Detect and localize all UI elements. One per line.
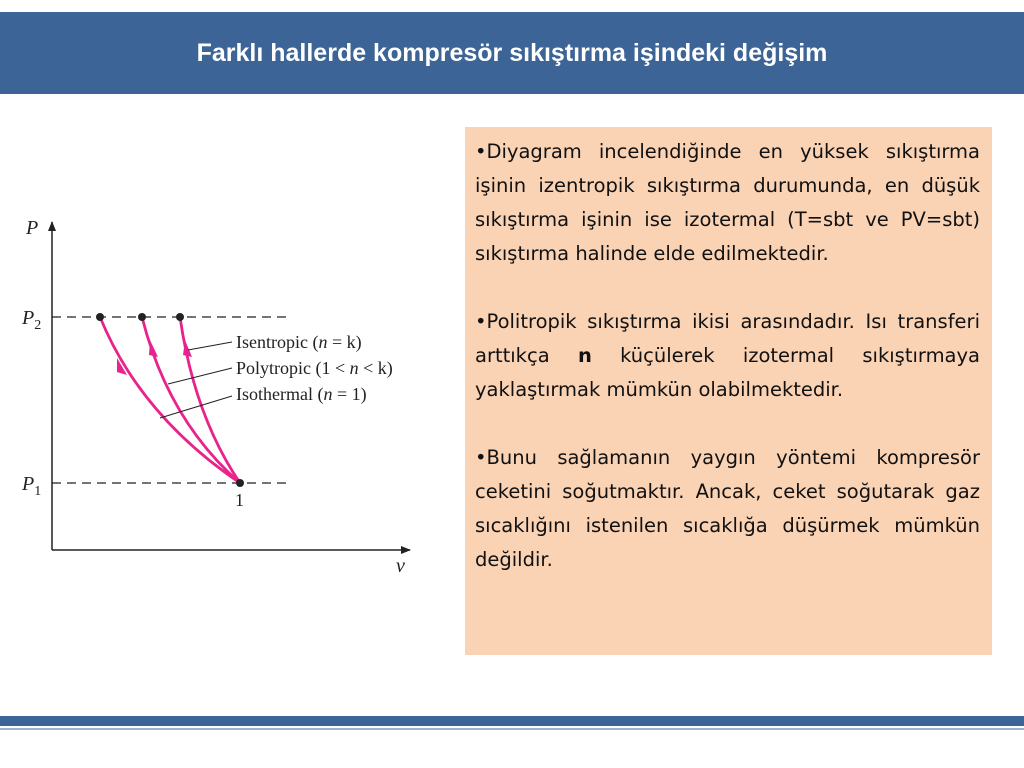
slide-title: Farklı hallerde kompresör sıkıştırma işindeki değişim [196, 38, 828, 67]
isothermal-label: Isothermal (n = 1) [236, 384, 367, 404]
state-1-point [236, 479, 244, 487]
explanation-box [465, 127, 992, 655]
p2-label: $P_2$ [22, 307, 42, 333]
n-bold: n [577, 344, 592, 367]
y-axis-label: P [26, 217, 39, 239]
p1-label: $P_1$ [22, 473, 42, 499]
isentropic-leader [188, 342, 232, 350]
title-bar [0, 12, 1024, 94]
pv-diagram-svg [0, 200, 440, 590]
state-1-label: 1 [235, 490, 244, 510]
polytropic-leader [168, 368, 232, 384]
footer-bar [0, 716, 1024, 726]
isentropic-label: Isentropic (n = k) [236, 332, 362, 352]
p2-polytropic-point [138, 313, 146, 321]
isothermal-leader [160, 396, 232, 418]
footer-line [0, 728, 1024, 730]
p2-isothermal-point [96, 313, 104, 321]
bullet-3: •Bunu sağlamanın yaygın yöntemi kompresör ceketini soğutmaktır. Ancak, ceket soğutarak gaz sıcaklığını istenilen sıcaklığa düşürmek mümkün değildir. [475, 446, 980, 571]
p2-isentropic-point [176, 313, 184, 321]
x-axis-label: v [396, 555, 405, 577]
pv-diagram [0, 200, 440, 590]
bullet-2: •Politropik sıkıştırma ikisi arasındadır. Isı transferi arttıkça n küçülerek izotermal sıkıştırmaya yaklaştırmak mümkün olabilmektedir. [475, 310, 980, 401]
polytropic-arrow [149, 340, 158, 357]
polytropic-label: Polytropic (1 < n < k) [236, 358, 393, 378]
bullet-1: •Diyagram incelendiğinde en yüksek sıkıştırma işinin izentropik sıkıştırma durumunda, en düşük sıkıştırma işinin ise izotermal (T=sbt ve PV=sbt) sıkıştırma halinde elde edilmektedir. [475, 140, 980, 265]
